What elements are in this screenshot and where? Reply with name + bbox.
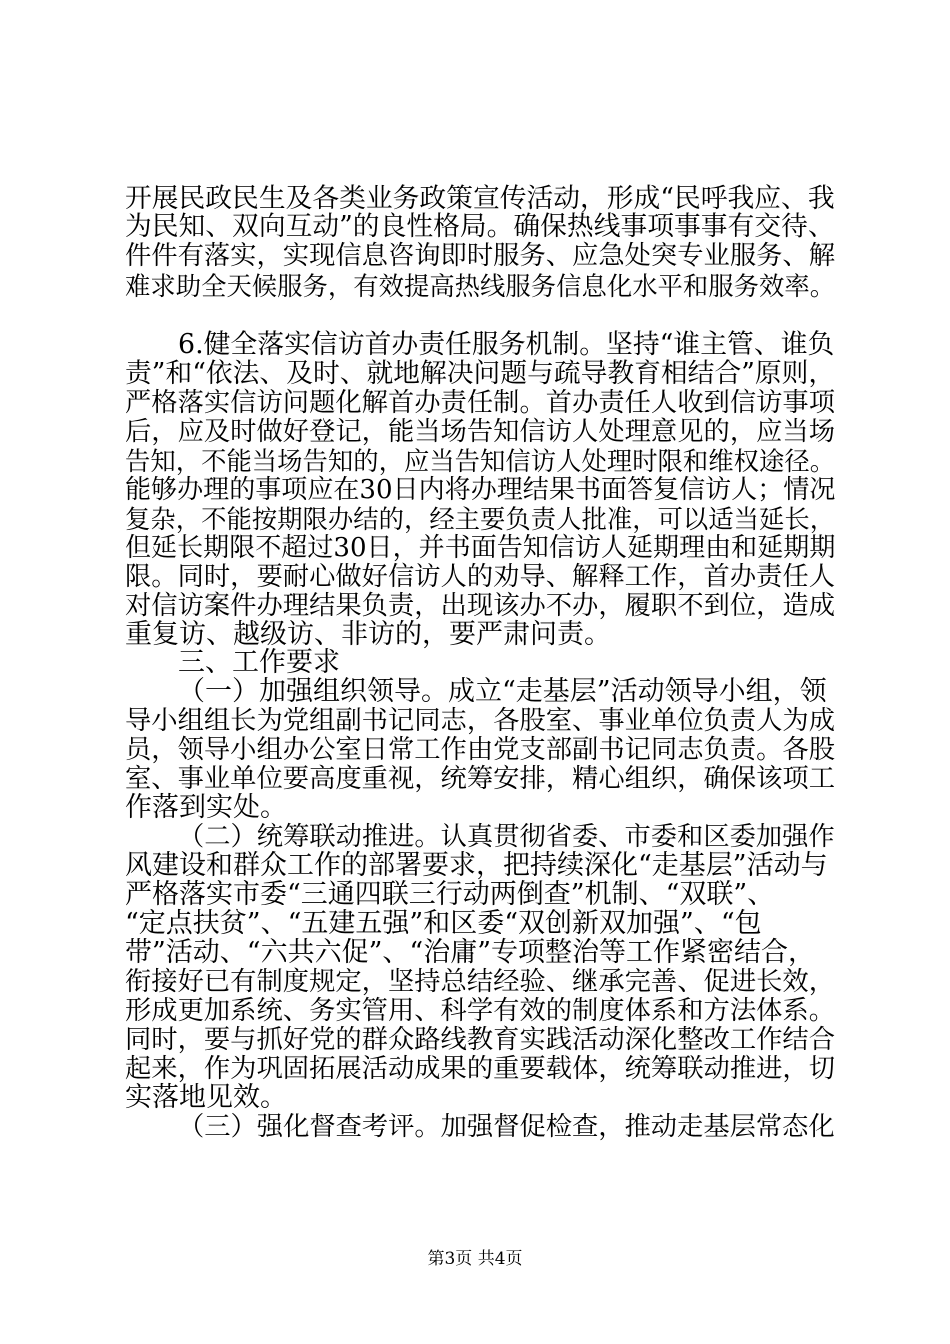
text-line: 起来，作为巩固拓展活动成果的重要载体，统筹联动推进，切 — [125, 1054, 836, 1084]
text-line: 能够办理的事项应在30日内将办理结果书面答复信访人；情况 — [125, 475, 836, 505]
text-line: 告知，不能当场告知的，应当告知信访人处理时限和维权途径。 — [125, 446, 836, 476]
text-line: 责”和“依法、及时、就地解决问题与疏导教育相结合”原则， — [125, 358, 836, 389]
text-line: 限。同时，要耐心做好信访人的劝导、解释工作，首办责任人 — [125, 562, 836, 592]
text-line: 实落地见效。 — [125, 1082, 287, 1113]
text-line: （一）加强组织领导。成立“走基层”活动领导小组，领 — [178, 676, 827, 707]
text-line: 重复访、越级访、非访的，要严肃问责。 — [125, 619, 611, 650]
text-line: 衔接好已有制度规定，坚持总结经验、继承完善、促进长效， — [125, 967, 836, 997]
text-line: 开展民政民生及各类业务政策宣传活动，形成“民呼我应、我 — [125, 183, 835, 214]
text-line: 员，领导小组办公室日常工作由党支部副书记同志负责。各股 — [125, 735, 836, 765]
text-line: 后，应及时做好登记，能当场告知信访人处理意见的，应当场 — [125, 417, 836, 447]
text-line: （二）统筹联动推进。认真贯彻省委、市委和区委加强作 — [178, 822, 835, 852]
text-line: 为民知、双向互动”的良性格局。确保热线事项事事有交待、 — [125, 211, 835, 242]
text-line: “定点扶贫”、“五建五强”和区委“双创新双加强”、“包 — [125, 908, 762, 939]
text-line: 严格落实市委“三通四联三行动两倒查”机制、“双联”、 — [125, 879, 775, 910]
text-line: 件件有落实，实现信息咨询即时服务、应急处突专业服务、解 — [125, 241, 836, 271]
text-line: 作落到实处。 — [125, 792, 287, 823]
text-line: 复杂，不能按期限办结的，经主要负责人批准，可以适当延长， — [125, 504, 836, 534]
text-line: 6.健全落实信访首办责任服务机制。坚持“谁主管、谁负 — [178, 329, 835, 360]
text-line: 对信访案件办理结果负责，出现该办不办，履职不到位，造成 — [125, 591, 836, 621]
text-line: 导小组组长为党组副书记同志，各股室、事业单位负责人为成 — [125, 706, 836, 736]
text-line: 但延长期限不超过30日，并书面告知信访人延期理由和延期期 — [125, 533, 836, 563]
text-line: 形成更加系统、务实管用、科学有效的制度体系和方法体系。 — [125, 996, 836, 1026]
text-line: 风建设和群众工作的部署要求，把持续深化“走基层”活动与 — [125, 850, 828, 881]
text-line: 同时，要与抓好党的群众路线教育实践活动深化整改工作结合 — [125, 1025, 836, 1055]
text-line: 严格落实信访问题化解首办责任制。首办责任人收到信访事项 — [125, 388, 836, 418]
text-line: 带”活动、“六共六促”、“治庸”专项整治等工作紧密结合， — [125, 937, 816, 968]
text-line: 难求助全天候服务，有效提高热线服务信息化水平和服务效率。 — [125, 271, 836, 301]
text-line: （三）强化督查考评。加强督促检查，推动走基层常态化 — [178, 1112, 835, 1142]
page-footer: 第3页 共4页 — [427, 1249, 523, 1269]
section-heading: 三、工作要求 — [178, 647, 340, 678]
text-line: 室、事业单位要高度重视，统筹安排，精心组织，确保该项工 — [125, 764, 836, 794]
